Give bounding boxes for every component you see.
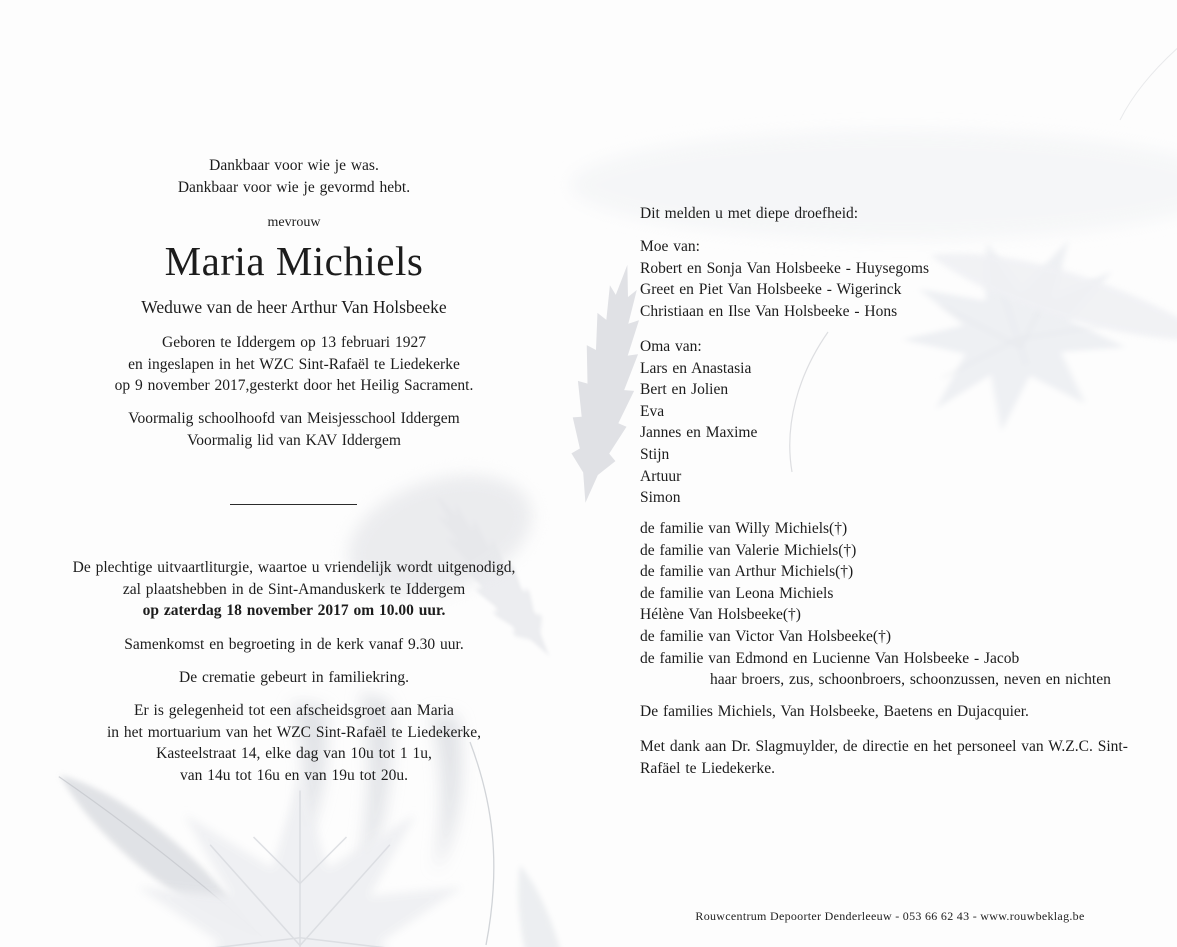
service-line: zal plaatshebben in de Sint-Amanduskerk te Iddergem [122, 580, 466, 598]
grandchild-line: Artuur [640, 467, 682, 485]
epitaph [56, 155, 532, 198]
life-dates [56, 332, 532, 397]
relation-line: Weduwe van de heer Arthur Van Holsbeeke [141, 297, 447, 317]
announcement-line: Dit melden u met diepe droefheid: [640, 205, 859, 222]
child-line: Greet en Piet Van Holsbeeke - Wigerinck [640, 281, 902, 299]
grandchild-line: Jannes en Maxime [640, 424, 758, 442]
former-roles [56, 408, 532, 451]
farewell-visit-info [56, 700, 532, 786]
relatives-line: haar broers, zus, schoonbroers, schoonzussen, neven en nichten [710, 671, 1111, 688]
farewell-line: van 14u tot 16u en van 19u tot 20u. [180, 766, 408, 784]
family-line: de familie van Arthur Michiels(†) [640, 563, 854, 581]
epitaph-line: Dankbaar voor wie je was. [209, 157, 379, 174]
grandchild-line: Simon [640, 489, 681, 507]
service-announcement [56, 557, 532, 622]
family-line: de familie van Leona Michiels [640, 584, 834, 602]
epitaph-line: Dankbaar voor wie je gevormd hebt. [177, 178, 411, 196]
life-line: Geboren te Iddergem op 13 februari 1927 [162, 334, 426, 351]
family-line: de familie van Willy Michiels(†) [640, 520, 848, 537]
grandchild-line: Eva [640, 402, 665, 420]
grandmother-of-label: Oma van: [640, 338, 702, 355]
child-line: Christiaan en Ilse Van Holsbeeke - Hons [640, 302, 898, 320]
grandchild-line: Stijn [640, 445, 670, 463]
families-closing-line: De families Michiels, Van Holsbeeke, Baetens en Dujacquier. [640, 703, 1029, 720]
mother-of-label: Moe van: [640, 238, 700, 255]
farewell-line: Kasteelstraat 14, elke dag van 10u tot 1 1u, [156, 745, 432, 763]
section-divider [230, 504, 357, 505]
farewell-line: in het mortuarium van het WZC Sint-Rafaël te Liedekerke, [107, 723, 481, 741]
service-datetime: op zaterdag 18 november 2017 om 10.00 uur. [142, 602, 446, 620]
cremation-line: De crematie gebeurt in familiekring. [179, 669, 409, 686]
mother-of-group [640, 236, 1152, 322]
farewell-line: Er is gelegenheid tot een afscheidsgroet aan Maria [134, 702, 454, 719]
life-line: op 9 november 2017,gesterkt door het Heilig Sacrament. [114, 377, 474, 395]
thanks-line: Rafäel te Liedekerke. [640, 759, 775, 777]
honorific: mevrouw [267, 215, 321, 230]
family-line: Hélène Van Holsbeeke(†) [640, 606, 801, 624]
role-line: Voormalig lid van KAV Iddergem [187, 431, 401, 449]
funeral-home-credit: Rouwcentrum Depoorter Denderleeuw - 053 66 62 43 - www.rouwbeklag.be [695, 909, 1085, 923]
thanks-group [640, 736, 1152, 779]
family-line: de familie van Victor Van Holsbeeke(†) [640, 627, 891, 645]
thanks-line: Met dank aan Dr. Slagmuylder, de directie en het personeel van W.Z.C. Sint- [640, 738, 1128, 755]
role-line: Voormalig schoolhoofd van Meisjesschool Iddergem [128, 410, 460, 427]
life-line: en ingeslapen in het WZC Sint-Rafaël te Liedekerke [128, 355, 460, 373]
grandmother-of-group [640, 336, 1152, 509]
family-line: de familie van Valerie Michiels(†) [640, 541, 857, 559]
grandchild-line: Bert en Jolien [640, 381, 729, 399]
gathering-line: Samenkomst en begroeting in de kerk vanaf 9.30 uur. [124, 636, 464, 653]
family-line: de familie van Edmond en Lucienne Van Holsbeeke - Jacob [640, 649, 1020, 667]
service-line: De plechtige uitvaartliturgie, waartoe u vriendelijk wordt uitgenodigd, [72, 559, 516, 576]
child-line: Robert en Sonja Van Holsbeeke - Huysegoms [640, 259, 929, 277]
grandchild-line: Lars en Anastasia [640, 359, 752, 377]
families-group [640, 518, 1152, 669]
deceased-name: Maria Michiels [164, 238, 424, 284]
